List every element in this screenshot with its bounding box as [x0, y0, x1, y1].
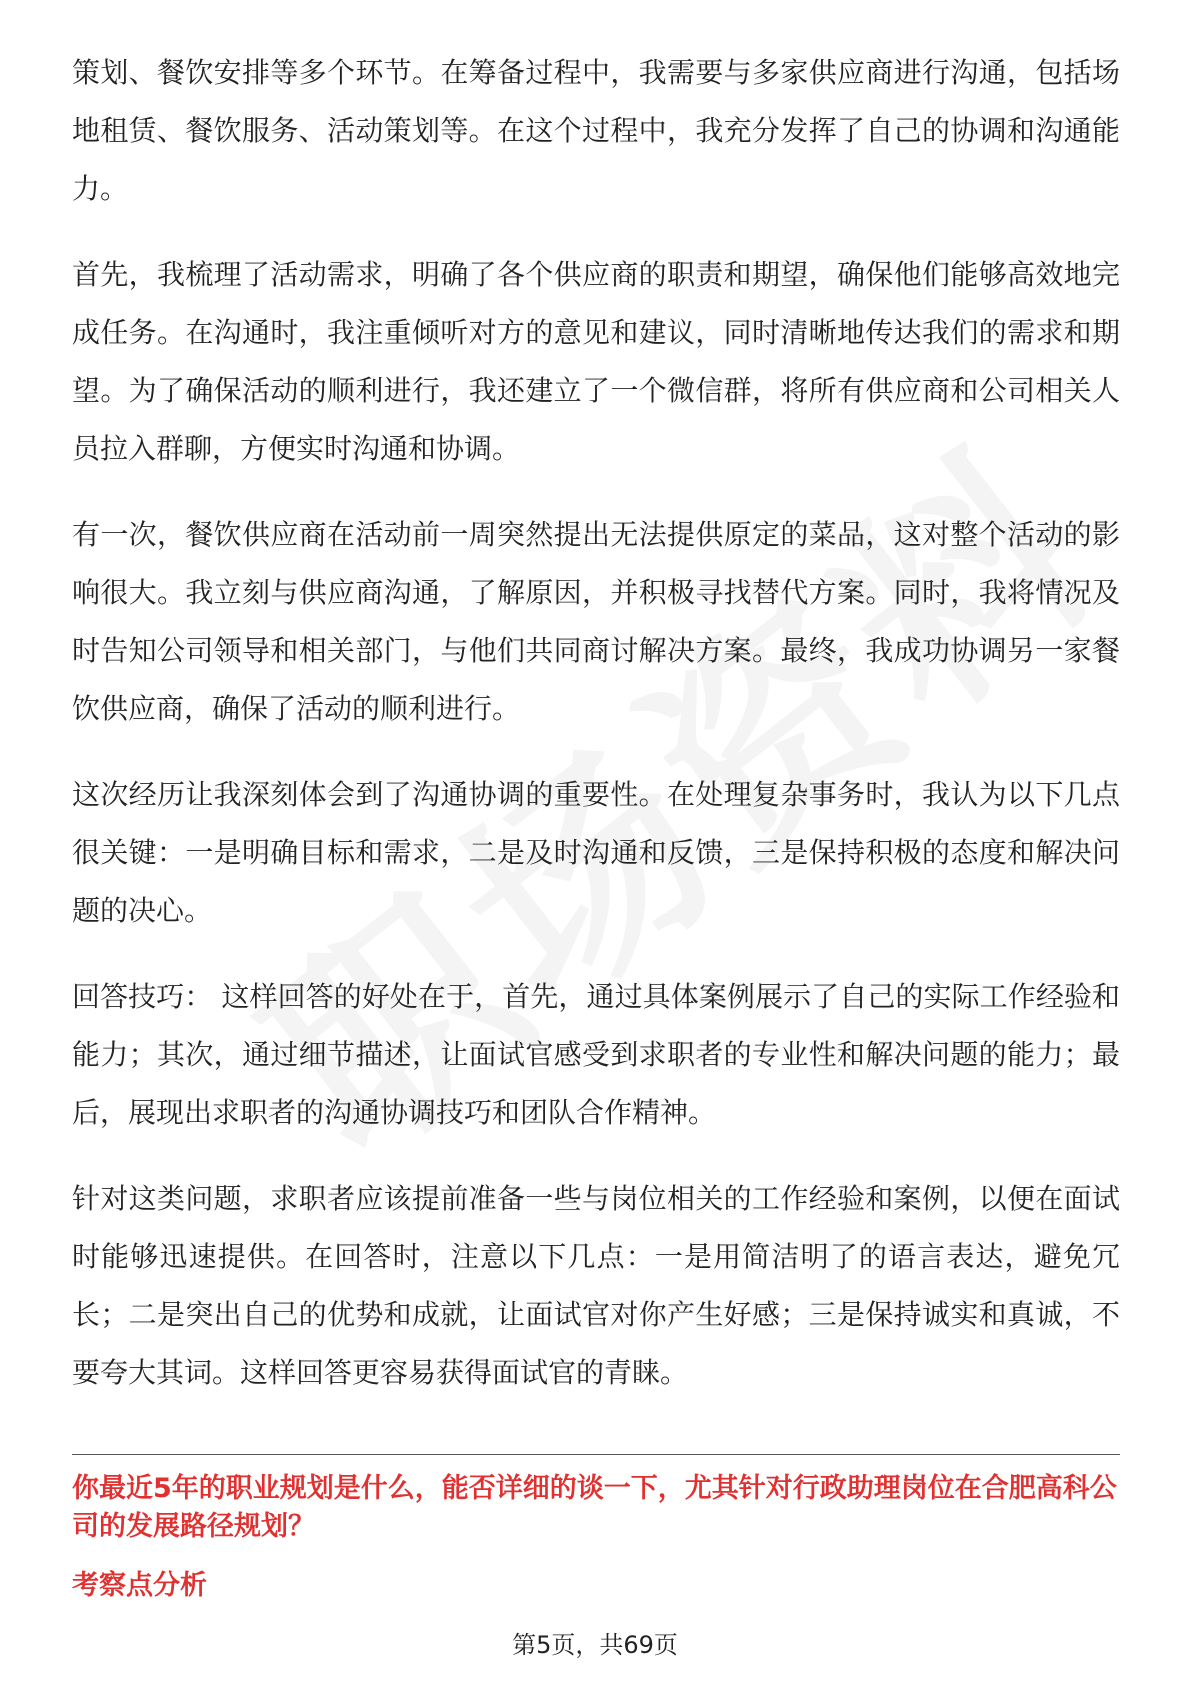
paragraph-1: 策划、餐饮安排等多个环节。在筹备过程中，我需要与多家供应商进行沟通，包括场地租赁、餐饮服务、活动策划等。在这个过程中，我充分发挥了自己的协调和沟通能力。 — [72, 56, 1120, 205]
analysis-heading: 考察点分析 — [72, 1570, 207, 1601]
paragraph-4: 这次经历让我深刻体会到了沟通协调的重要性。在处理复杂事务时，我认为以下几点很关键：一是明确目标和需求，二是及时沟通和反馈，三是保持积极的态度和解决问题的决心。 — [72, 778, 1120, 927]
paragraph-3: 有一次，餐饮供应商在活动前一周突然提出无法提供原定的菜品，这对整个活动的影响很大。我立刻与供应商沟通，了解原因，并积极寻找替代方案。同时，我将情况及时告知公司领导和相关部门，与他们共同商讨解决方案。最终，我成功协调另一家餐饮供应商，确保了活动的顺利进行。 — [72, 518, 1120, 725]
section-divider — [72, 1454, 1120, 1455]
interview-question: 你最近5年的职业规划是什么，能否详细的谈一下，尤其针对行政助理岗位在合肥高科公司的发展路径规划？ — [72, 1473, 1117, 1542]
paragraph-6: 针对这类问题，求职者应该提前准备一些与岗位相关的工作经验和案例，以便在面试时能够迅速提供。在回答时，注意以下几点：一是用简洁明了的语言表达，避免冗长；二是突出自己的优势和成就，让面试官对你产生好感；三是保持诚实和真诚，不要夸大其词。这样回答更容易获得面试官的青睐。 — [72, 1182, 1120, 1389]
paragraph-answer-tips: 回答技巧： 这样回答的好处在于，首先，通过具体案例展示了自己的实际工作经验和能力；其次，通过细节描述，让面试官感受到求职者的专业性和解决问题的能力；最后，展现出求职者的沟通协调技巧和团队合作精神。 — [72, 980, 1120, 1129]
document-body — [72, 44, 1120, 1430]
page-number: 第5页，共69页 — [512, 1631, 678, 1659]
paragraph-2: 首先，我梳理了活动需求，明确了各个供应商的职责和期望，确保他们能够高效地完成任务。在沟通时，我注重倾听对方的意见和建议，同时清晰地传达我们的需求和期望。为了确保活动的顺利进行，我还建立了一个微信群，将所有供应商和公司相关人员拉入群聊，方便实时沟通和协调。 — [72, 258, 1120, 465]
